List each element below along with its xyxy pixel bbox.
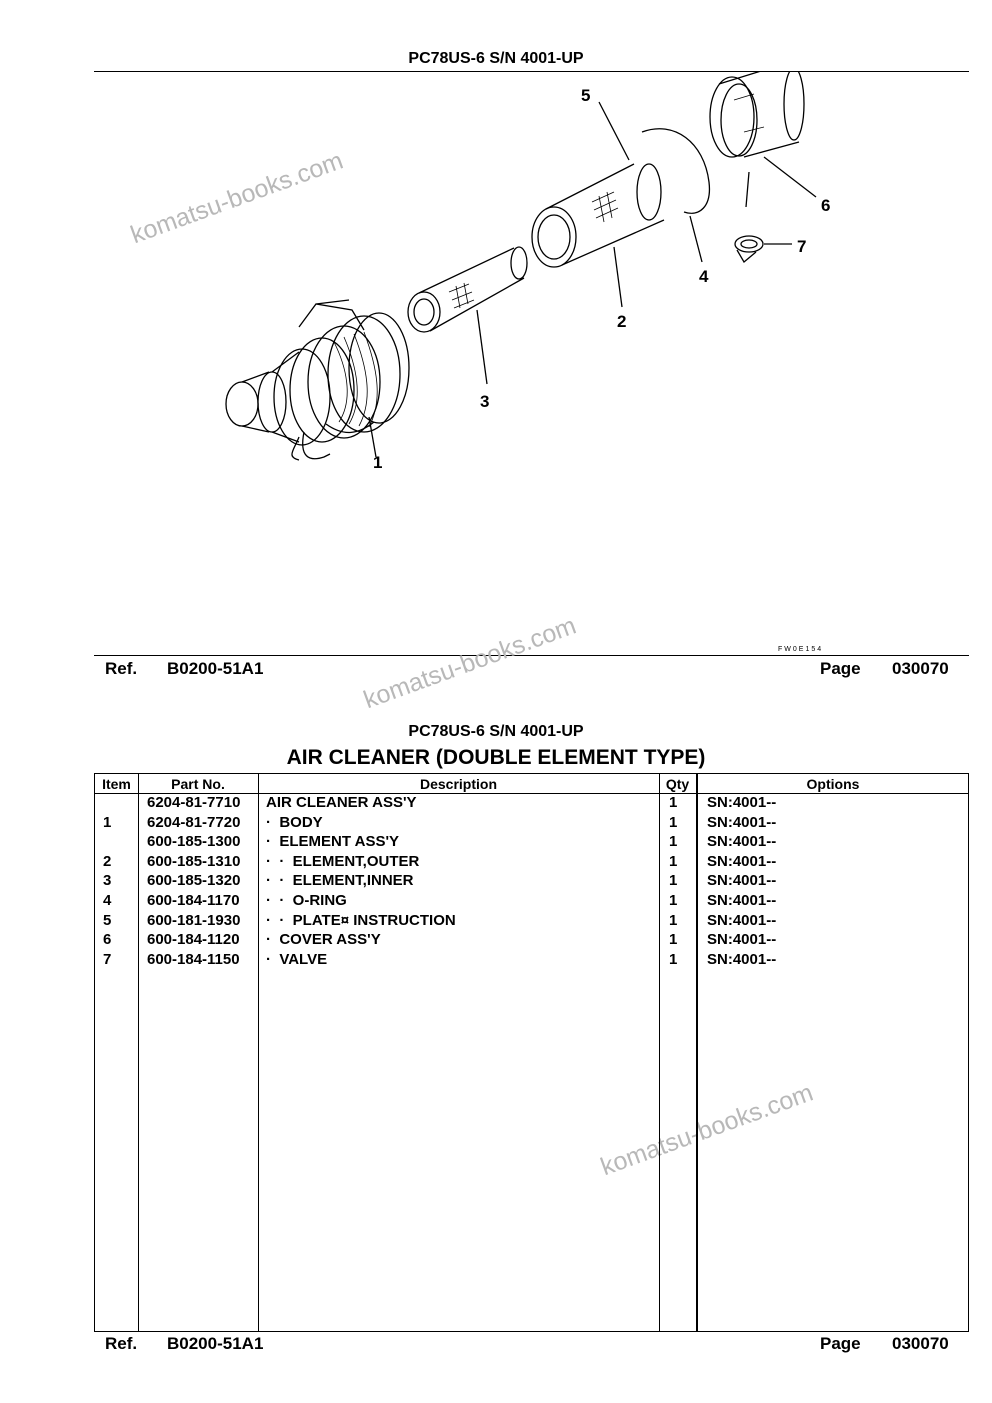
ref-label-top: Ref. xyxy=(105,659,138,678)
cell-qty: 1 xyxy=(669,950,678,968)
leader-2 xyxy=(614,247,622,307)
ref-label-bottom: Ref. xyxy=(105,1334,138,1353)
cell-options: SN:4001-- xyxy=(707,813,777,831)
cell-qty: 1 xyxy=(669,813,678,831)
cell-description: · COVER ASS'Y xyxy=(266,931,381,949)
cell-part-no: 600-181-1930 xyxy=(147,911,241,929)
page-number-bottom: 030070 xyxy=(892,1334,949,1353)
cell-qty: 1 xyxy=(669,794,678,811)
cover-part xyxy=(710,72,804,207)
list-title: AIR CLEANER (DOUBLE ELEMENT TYPE) xyxy=(286,746,706,769)
table-row xyxy=(95,892,968,911)
cell-options: SN:4001-- xyxy=(707,950,777,968)
cell-options: SN:4001-- xyxy=(707,833,777,851)
table-row xyxy=(95,833,968,852)
callout-3: 3 xyxy=(480,392,490,411)
cell-description: · BODY xyxy=(266,813,323,831)
cell-qty: 1 xyxy=(669,911,678,929)
o-ring-part xyxy=(642,129,709,214)
cell-description: · VALVE xyxy=(266,950,328,968)
cell-qty: 1 xyxy=(669,833,678,851)
cell-item: 4 xyxy=(103,892,112,909)
cell-qty: 1 xyxy=(669,852,678,870)
leader-4 xyxy=(690,216,702,262)
list-header: PC78US-6 S/N 4001-UP xyxy=(408,723,584,740)
valve-part xyxy=(735,236,763,262)
cell-qty: 1 xyxy=(669,892,678,909)
cell-options: SN:4001-- xyxy=(707,852,777,870)
watermark: komatsu-books.com xyxy=(597,1078,817,1182)
col-header-part-no: Part No. xyxy=(171,776,225,792)
cell-item: 3 xyxy=(103,872,112,890)
cell-description: · · ELEMENT,INNER xyxy=(266,872,414,890)
table-row xyxy=(95,951,968,970)
inner-element-part xyxy=(408,247,527,332)
cell-item: 1 xyxy=(103,813,112,831)
callout-4: 4 xyxy=(699,267,709,286)
table-row xyxy=(95,872,968,891)
callout-6: 6 xyxy=(821,196,831,215)
callout-5: 5 xyxy=(581,86,591,105)
figure-code: FW0E154 xyxy=(778,646,824,653)
diagram-header: PC78US-6 S/N 4001-UP xyxy=(408,50,584,67)
col-header-description: Description xyxy=(419,776,497,792)
outer-element-part xyxy=(532,164,664,267)
cell-item: 2 xyxy=(103,852,112,870)
exploded-parts-diagram xyxy=(94,72,969,652)
cell-description: · · ELEMENT,OUTER xyxy=(266,852,420,870)
cell-options: SN:4001-- xyxy=(707,872,777,890)
page-label-top: Page xyxy=(820,659,861,678)
col-header-qty: Qty xyxy=(665,776,690,792)
cell-description: · · PLATE¤ INSTRUCTION xyxy=(266,911,456,929)
col-header-item: Item xyxy=(102,776,131,792)
cell-item: 7 xyxy=(103,950,112,968)
cell-description: · · O-RING xyxy=(266,892,347,909)
ref-code-top: B0200-51A1 xyxy=(167,659,264,678)
col-header-options: Options xyxy=(806,776,860,792)
cell-options: SN:4001-- xyxy=(707,794,777,811)
cell-options: SN:4001-- xyxy=(707,931,777,949)
cell-part-no: 600-185-1300 xyxy=(147,833,241,851)
parts-table xyxy=(94,773,969,1332)
cell-options: SN:4001-- xyxy=(707,892,777,909)
cell-part-no: 6204-81-7710 xyxy=(147,794,241,811)
ref-code-bottom: B0200-51A1 xyxy=(167,1334,264,1353)
watermark: komatsu-books.com xyxy=(127,146,347,250)
watermark: komatsu-books.com xyxy=(360,611,580,715)
page-number-top: 030070 xyxy=(892,659,949,678)
leader-6 xyxy=(764,157,816,197)
page-label-bottom: Page xyxy=(820,1334,861,1353)
cell-description: AIR CLEANER ASS'Y xyxy=(266,794,417,811)
cell-qty: 1 xyxy=(669,931,678,949)
cell-qty: 1 xyxy=(669,872,678,890)
cell-options: SN:4001-- xyxy=(707,911,777,929)
cell-item: 6 xyxy=(103,931,112,949)
cell-part-no: 600-184-1150 xyxy=(147,950,240,968)
cell-part-no: 600-185-1320 xyxy=(147,872,241,890)
table-row xyxy=(95,912,968,931)
leader-3 xyxy=(477,310,487,384)
table-row xyxy=(95,931,968,950)
callout-2: 2 xyxy=(617,312,627,331)
table-row xyxy=(95,814,968,833)
cell-part-no: 600-185-1310 xyxy=(147,852,241,870)
table-row xyxy=(95,853,968,872)
callout-7: 7 xyxy=(797,237,807,256)
body-part xyxy=(226,300,409,460)
cell-part-no: 600-184-1120 xyxy=(147,931,240,949)
cell-description: · ELEMENT ASS'Y xyxy=(266,833,400,851)
table-row xyxy=(95,794,968,813)
table-header-row xyxy=(95,774,968,794)
cell-item: 5 xyxy=(103,911,112,929)
cell-part-no: 600-184-1170 xyxy=(147,892,240,909)
cell-part-no: 6204-81-7720 xyxy=(147,813,241,831)
callout-1: 1 xyxy=(373,453,383,472)
leader-5 xyxy=(599,102,629,160)
